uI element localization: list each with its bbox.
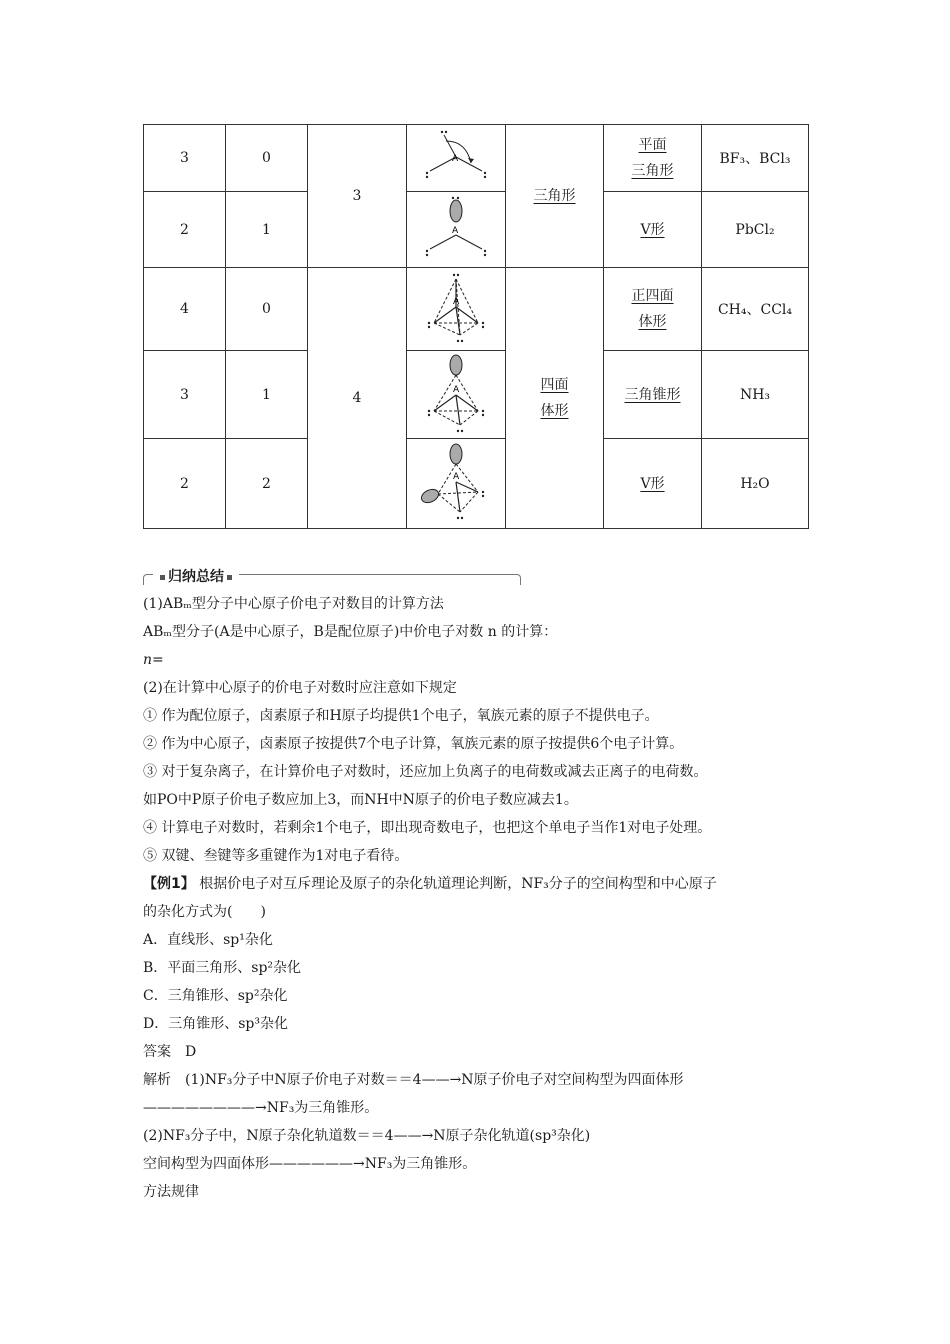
examples-cell: BF₃、BCl₃ bbox=[702, 125, 809, 192]
method-heading: 方法规律 bbox=[143, 1184, 199, 1200]
summary-line: (1)ABₘ型分子中心原子价电子对数目的计算方法 bbox=[143, 596, 444, 612]
summary-line: (2)在计算中心原子的价电子对数时应注意如下规定 bbox=[143, 680, 457, 696]
atom-label: A bbox=[453, 471, 460, 482]
trigonal-pyramidal-diagram bbox=[416, 353, 496, 437]
square-bullet-icon bbox=[160, 575, 165, 580]
geometry-label: 三角锥形 bbox=[624, 386, 681, 403]
examples-cell: NH₃ bbox=[702, 351, 809, 439]
bent-one-lone-pair-diagram bbox=[416, 195, 496, 265]
option-c: C．三角锥形、sp²杂化 bbox=[143, 988, 288, 1004]
summary-line: ④ 计算电子对数时，若剩余1个电子，即出现奇数电子，也把这个单电子当作1对电子处理。 bbox=[143, 820, 712, 836]
table-row bbox=[144, 125, 809, 192]
summary-line: ⑤ 双键、叁键等多重键作为1对电子看待。 bbox=[143, 848, 409, 864]
geometry-cell bbox=[604, 351, 702, 439]
atom-label: A bbox=[452, 225, 459, 236]
example-tag: 【例1】 bbox=[143, 876, 195, 892]
tetrahedral-diagram bbox=[416, 271, 496, 347]
geometry-cell bbox=[604, 192, 702, 268]
atom-label: A bbox=[452, 154, 459, 164]
atom-label: A bbox=[453, 297, 460, 307]
examples-cell: H₂O bbox=[702, 439, 809, 529]
geometry-cell bbox=[604, 125, 702, 192]
summary-line: n= bbox=[143, 652, 164, 668]
summary-line: ③ 对于复杂离子，在计算价电子对数时，还应加上负离子的电荷数或减去正离子的电荷数。 bbox=[143, 764, 708, 780]
shape-triangle: 三角形 bbox=[533, 188, 576, 204]
summary-line: ABₘ型分子(A是中心原子，B是配位原子)中价电子对数 n 的计算： bbox=[143, 624, 558, 640]
vsepr-table bbox=[143, 124, 809, 529]
atom-label: A bbox=[453, 384, 460, 395]
diagram-cell bbox=[407, 268, 506, 351]
summary-line: ① 作为配位原子，卤素原子和H原子均提供1个电子，氧族元素的原子不提供电子。 bbox=[143, 708, 659, 724]
examples-cell: PbCl₂ bbox=[702, 192, 809, 268]
trigonal-planar-diagram bbox=[416, 127, 496, 189]
table-row bbox=[144, 268, 809, 351]
table-row bbox=[144, 351, 809, 439]
diagram-cell bbox=[407, 192, 506, 268]
bonding-pairs-cell: 3 bbox=[144, 351, 226, 439]
vsepr-shape-cell bbox=[506, 125, 604, 268]
total-pairs-cell: 3 bbox=[308, 125, 407, 268]
summary-title bbox=[153, 566, 239, 586]
question-text: 根据价电子对互斥理论及原子的杂化轨道理论判断，NF₃分子的空间构型和中心原子 bbox=[194, 876, 717, 892]
geometry-label: V形 bbox=[640, 475, 665, 492]
lone-pairs-cell: 0 bbox=[226, 268, 308, 351]
shape-line2: 体形 bbox=[540, 403, 569, 419]
summary-body bbox=[143, 590, 823, 1206]
option-a: A．直线形、sp¹杂化 bbox=[143, 932, 273, 948]
diagram-cell bbox=[407, 125, 506, 192]
analysis-line: ————————→NF₃为三角锥形。 bbox=[143, 1100, 379, 1116]
shape-line1: 四面 bbox=[540, 377, 569, 393]
geometry-cell bbox=[604, 439, 702, 529]
lone-pairs-cell: 2 bbox=[226, 439, 308, 529]
lone-pairs-cell: 1 bbox=[226, 192, 308, 268]
diagram-cell bbox=[407, 351, 506, 439]
geometry-line2: 体形 bbox=[638, 314, 667, 330]
table-row bbox=[144, 439, 809, 529]
vsepr-shape-cell bbox=[506, 268, 604, 529]
summary-line: 如PO中P原子价电子数应加上3，而NH中N原子的价电子数应减去1。 bbox=[143, 792, 578, 808]
option-b: B．平面三角形、sp²杂化 bbox=[143, 960, 302, 976]
geometry-line1: 正四面 bbox=[631, 288, 674, 304]
summary-title-text: 归纳总结 bbox=[168, 569, 224, 585]
summary-line: ② 作为中心原子，卤素原子按提供7个电子计算，氧族元素的原子按提供6个电子计算。 bbox=[143, 736, 684, 752]
lone-pairs-cell: 0 bbox=[226, 125, 308, 192]
diagram-cell bbox=[407, 439, 506, 529]
analysis-line: (2)NF₃分子中，N原子杂化轨道数＝＝4——→N原子杂化轨道(sp³杂化) bbox=[143, 1128, 591, 1144]
geometry-cell bbox=[604, 268, 702, 351]
answer: 答案 D bbox=[143, 1044, 197, 1060]
bent-two-lone-pairs-diagram bbox=[416, 442, 496, 526]
examples-cell: CH₄、CCl₄ bbox=[702, 268, 809, 351]
summary-header bbox=[143, 566, 521, 586]
analysis-line: 空间构型为四面体形——————→NF₃为三角锥形。 bbox=[143, 1156, 477, 1172]
geometry-line1: 平面 bbox=[638, 137, 667, 153]
bonding-pairs-cell: 2 bbox=[144, 439, 226, 529]
total-pairs-cell: 4 bbox=[308, 268, 407, 529]
square-bullet-icon bbox=[227, 575, 232, 580]
bonding-pairs-cell: 2 bbox=[144, 192, 226, 268]
analysis-line: 解析 (1)NF₃分子中N原子价电子对数＝＝4——→N原子价电子对空间构型为四面体形 bbox=[143, 1072, 684, 1088]
bonding-pairs-cell: 4 bbox=[144, 268, 226, 351]
example-question-cont: 的杂化方式为( ) bbox=[143, 904, 266, 920]
lone-pairs-cell: 1 bbox=[226, 351, 308, 439]
bonding-pairs-cell: 3 bbox=[144, 125, 226, 192]
table-row bbox=[144, 192, 809, 268]
example-question bbox=[143, 870, 823, 898]
geometry-label: V形 bbox=[640, 221, 665, 238]
geometry-line2: 三角形 bbox=[631, 163, 674, 179]
option-d: D．三角锥形、sp³杂化 bbox=[143, 1016, 288, 1032]
